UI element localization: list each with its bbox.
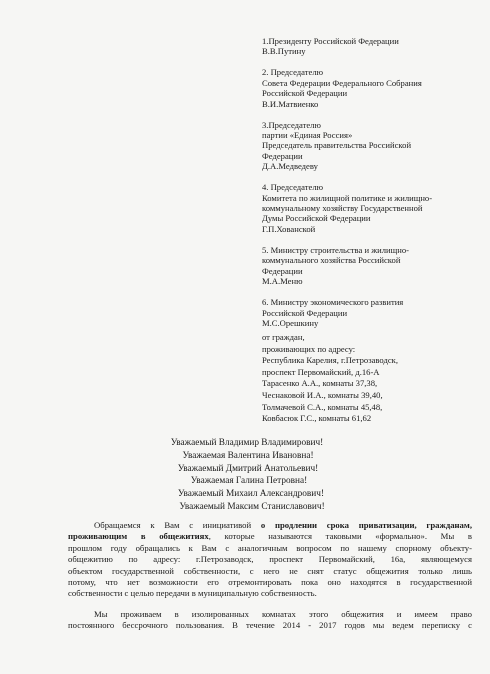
recipient-line: М.С.Орешкину [262, 317, 319, 328]
paragraph-text: Обращаемся к Вам с инициативой [94, 520, 261, 530]
paragraph-line: общежитию по адресу: г.Петрозаводск, проспект Первомайский, 16а, являющемуся [68, 554, 472, 565]
sender-line: Ковбасюк Г.С., комнаты 61,62 [262, 413, 372, 424]
recipient-line: Федерации [262, 265, 303, 276]
sender-line: проживающих по адресу: [262, 343, 356, 354]
recipient-3 [262, 120, 462, 172]
recipient-line: коммунального хозяйства Российской [262, 255, 401, 266]
recipient-line: Думы Российской Федерации [262, 213, 371, 224]
sender-line: Тарасенко А.А., комнаты 37,38, [262, 378, 378, 389]
recipient-line: 5. Министру строительства и жилищно- [262, 244, 410, 255]
recipient-line: В.В.Путину [262, 46, 306, 57]
greetings-block [0, 437, 490, 514]
paragraph-line: прошлом году обращались к Вам с аналогичным вопросом по нашему спорному объекту- [68, 542, 472, 553]
sender-line: Республика Карелия, г.Петрозаводск, [262, 355, 398, 366]
recipient-line: Комитета по жилищной политике и жилищно- [262, 192, 433, 203]
greeting-line: Уважаемый Владимир Владимирович! [170, 438, 324, 448]
recipient-line: Совета Федерации Федерального Собрания [262, 77, 422, 88]
recipient-line: 2. Председателю [262, 67, 324, 78]
paragraph-bold-text: проживающим в общежитиях [68, 531, 209, 542]
recipient-4 [262, 182, 462, 234]
paragraph-line [68, 520, 472, 531]
paragraph-line [68, 531, 472, 542]
recipient-1 [262, 36, 462, 57]
greeting-line: Уважаемая Галина Петровна! [190, 476, 308, 487]
paragraph-line: объектом государственной собственности, с него не снят статус общежития только лишь [68, 565, 472, 576]
recipient-line: М.А.Меню [262, 276, 303, 287]
recipient-line: 4. Председателю [262, 182, 324, 193]
greeting-line: Уважаемый Дмитрий Анатольевич! [177, 463, 319, 474]
recipient-line: 1.Президенту Российской Федерации [262, 36, 399, 46]
paragraph-initiative [68, 520, 472, 600]
sender-block [262, 332, 477, 425]
recipient-5 [262, 245, 462, 287]
sender-line: Толмачевой С.А., комнаты 45,48, [262, 401, 383, 412]
greeting-line: Уважаемая Валентина Ивановна! [182, 450, 314, 461]
greeting-line: Уважаемый Максим Станиславович! [179, 501, 325, 512]
paragraph-line: Мы проживаем в изолированных комнатах этого общежития и имеем право [94, 608, 472, 619]
sender-line: от граждан, [262, 332, 305, 342]
paragraph-line: собственности с целью передачи в муниципальную собственность. [68, 588, 317, 599]
paragraph-bold-text: о продлении срока приватизации, гражданам, [260, 520, 472, 530]
recipient-line: Федерации [262, 150, 303, 161]
letter-body [68, 520, 472, 632]
recipient-line: Председатель правительства Российской [262, 140, 412, 151]
recipient-line: Г.П.Хованской [262, 223, 316, 234]
recipient-6 [262, 297, 462, 328]
recipient-line: 6. Министру экономического развития [262, 297, 404, 308]
sender-line: Чеснаковой И.А., комнаты 39,40, [262, 389, 383, 400]
recipient-line: В.И.Матвиенко [262, 98, 319, 109]
recipient-line: партии «Единая Россия» [262, 130, 353, 141]
paragraph-line: постоянного бессрочного пользования. В течение 2014 - 2017 годов мы ведем переписку с [68, 620, 472, 631]
paragraph-line: потому, что нет возможности его отремонтировать пока оно находятся в государственной [68, 577, 472, 588]
paragraph-text: , которые называются таковыми «формально». Мы в [208, 531, 472, 542]
paragraph-residence [68, 609, 472, 632]
recipient-line: коммунальному хозяйству Государственной [262, 203, 423, 214]
sender-line: проспект Первомайский, д.16-А [262, 366, 380, 377]
recipient-line: 3.Председателю [262, 119, 321, 130]
recipient-line: Д.А.Медведеву [262, 161, 318, 172]
greeting-line: Уважаемый Михаил Александрович! [177, 489, 325, 500]
recipient-2 [262, 67, 462, 109]
recipient-line: Российской Федерации [262, 307, 348, 318]
recipient-line: Российской Федерации [262, 88, 348, 99]
recipients-block [262, 36, 462, 339]
